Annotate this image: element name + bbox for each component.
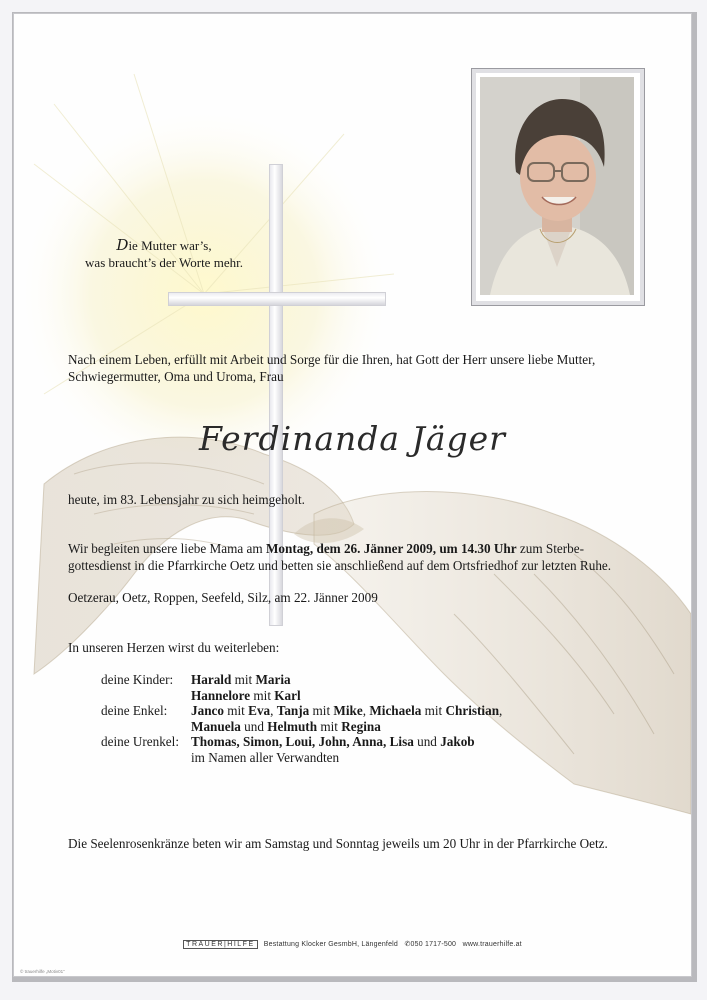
funeral-text-part1: Wir begleiten unsere liebe Mama am — [68, 541, 266, 556]
relatives-list — [101, 672, 581, 782]
parte-sheet — [14, 14, 691, 976]
grandchildren-row-2: Manuela und Helmuth mit Regina — [191, 718, 381, 734]
opening-quote — [74, 237, 254, 271]
intro-text — [68, 351, 688, 385]
place-and-date: Oetzerau, Oetz, Roppen, Seefeld, Silz, am 22. Jänner 2009 — [68, 590, 378, 605]
children-row-2: Hannelore mit Karl — [191, 687, 301, 703]
funeral-line-2: gottesdienst in die Pfarrkirche Oetz und betten sie anschließend auf dem Ortsfriedhof zur letzten Ruhe. — [68, 558, 612, 573]
portrait-frame — [471, 68, 645, 306]
phone-icon: ✆ — [404, 941, 411, 948]
cross-horizontal-beam — [168, 292, 386, 306]
grandchildren-label: deine Enkel: — [101, 703, 168, 718]
great-grandchildren-label: deine Urenkel: — [101, 734, 179, 749]
children-row-1: Harald mit Maria — [191, 672, 291, 687]
all-relatives-line: im Namen aller Verwandten — [191, 749, 340, 765]
footer — [14, 940, 691, 948]
quote-line1: ie Mutter war’s, — [128, 238, 212, 253]
funeral-date-time: Montag, dem 26. Jänner 2009, um 14.30 Uhr — [265, 541, 517, 556]
great-grandchildren-row: Thomas, Simon, Loui, John, Anna, Lisa und Jakob — [191, 734, 475, 749]
grandchildren-row-1: Janco mit Eva, Tanja mit Mike, Michaela mit Christian, — [191, 703, 503, 718]
hearts-line: In unseren Herzen wirst du weiterleben: — [68, 640, 280, 655]
intro-line-1: Nach einem Leben, erfüllt mit Arbeit und Sorge für die Ihren, hat Gott der Herr unsere liebe Mutter, — [68, 352, 596, 367]
quote-line2: was braucht’s der Worte mehr. — [85, 255, 243, 270]
rosary-text: Die Seelenrosenkränze beten wir am Samstag und Sonntag jeweils um 20 Uhr in der Pfarrkirche Oetz. — [68, 836, 608, 851]
called-home-text: heute, im 83. Lebensjahr zu sich heimgeholt. — [68, 492, 305, 507]
trauerhilfe-logo: TRAUER|HILFE — [183, 940, 257, 949]
funeral-text-part2: zum Sterbe- — [516, 541, 585, 556]
children-label: deine Kinder: — [101, 672, 174, 687]
quote-dropcap: D — [116, 236, 129, 254]
funeral-announcement — [68, 540, 688, 574]
deceased-name: Ferdinanda Jäger — [199, 419, 506, 458]
footer-phone: 050 1717-500 — [410, 941, 457, 948]
footer-company: Bestattung Klocker GesmbH, Längenfeld — [263, 941, 399, 948]
intro-line-2: Schwiegermutter, Oma und Uroma, Frau — [68, 369, 284, 384]
portrait-photo — [480, 77, 634, 295]
footer-website[interactable]: www.trauerhilfe.at — [462, 941, 522, 948]
copyright-note: © trauerhilfe „Motiv01“ — [20, 969, 65, 974]
